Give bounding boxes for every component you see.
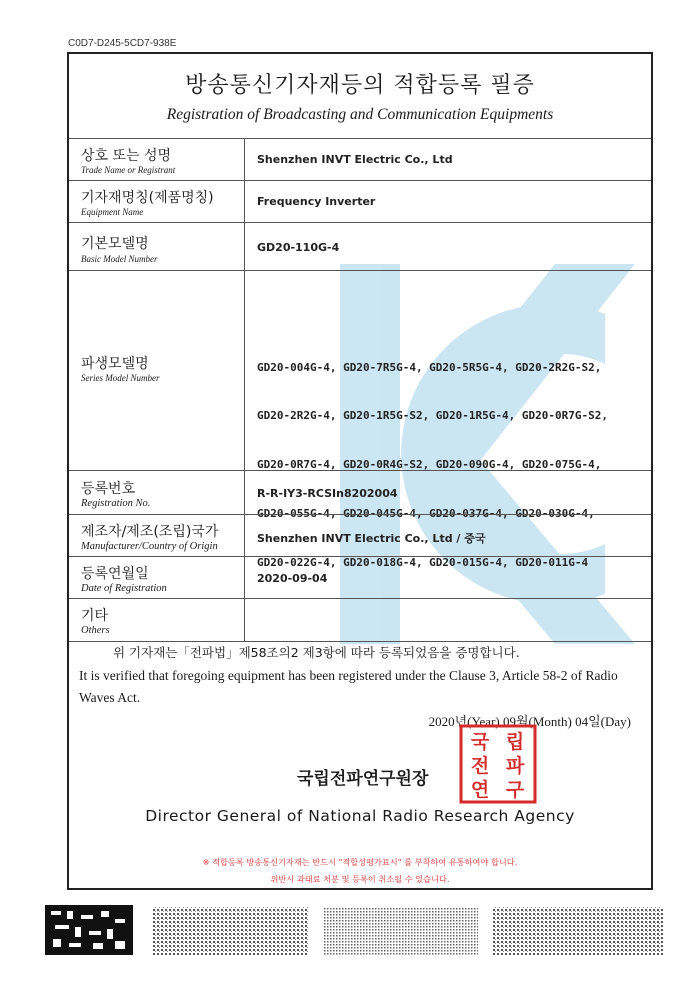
series-model-line: GD20-2R2G-4, GD20-1R5G-S2, GD20-1R5G-4, GD20-0R7G-S2, (257, 409, 608, 423)
value-trade-name: Shenzhen INVT Electric Co., Ltd (257, 153, 453, 166)
agency-name-english: Director General of National Radio Research Agency (145, 807, 575, 825)
svg-text:연: 연 (470, 779, 490, 801)
statement-korean: 위 기자재는「전파법」제58조의2 제3항에 따라 등록되었음을 증명합니다. (113, 645, 520, 660)
series-model-line: GD20-022G-4, GD20-018G-4, GD20-015G-4, GD20-011G-4 (257, 556, 589, 570)
value-equipment-name: Frequency Inverter (257, 195, 376, 208)
label-basic-model-kr: 기본모델명 (81, 236, 149, 252)
certificate-frame (67, 52, 653, 890)
svg-text:전: 전 (470, 755, 490, 777)
series-model-line: GD20-0R7G-4, GD20-0R4G-S2, GD20-090G-4, GD20-075G-4, (257, 458, 602, 472)
label-series-model-en: Series Model Number (81, 373, 160, 383)
notice-line-1: ※ 적합등록 방송통신기자재는 반드시 "적합성평가표시" 를 부착하여 유통하여야 합니다. (202, 857, 518, 867)
notice-line-2: 위반시 과태료 처분 및 등록이 취소될 수 있습니다. (270, 874, 450, 884)
security-barcode-strip-icon (45, 905, 665, 957)
label-manufacturer-en: Manufacturer/Country of Origin (81, 541, 218, 552)
agency-name-korean: 국립전파연구원장 (297, 769, 429, 789)
label-manufacturer-kr: 제조자/제조(조립)국가 (81, 524, 219, 540)
value-basic-model: GD20-110G-4 (257, 241, 340, 254)
label-equipment-name-kr: 기자재명칭(제품명칭) (81, 190, 214, 206)
label-trade-name-en: Trade Name or Registrant (81, 165, 176, 175)
label-others-en: Others (81, 625, 110, 636)
label-date-en: Date of Registration (81, 583, 167, 594)
svg-text:파: 파 (505, 755, 525, 777)
row-others (69, 598, 651, 642)
label-equipment-name-en: Equipment Name (81, 207, 144, 217)
value-manufacturer: Shenzhen INVT Electric Co., Ltd / 중국 (257, 532, 486, 545)
title-korean: 방송통신기자재등의 적합등록 필증 (185, 73, 535, 98)
row-date-of-registration (69, 556, 651, 599)
statement-english: It is verified that foregoing equipment has been registered under the Clause 3, Article 58-2 of Radio Waves Act. (79, 668, 618, 705)
label-registration-no-kr: 등록번호 (81, 481, 136, 497)
svg-text:구: 구 (505, 779, 525, 801)
value-date-of-registration: 2020-09-04 (257, 572, 328, 585)
row-trade-name (69, 138, 651, 181)
title-english: Registration of Broadcasting and Communication Equipments (166, 106, 554, 123)
official-seal-icon (459, 724, 537, 804)
label-series-model-kr: 파생모델명 (81, 356, 149, 372)
label-registration-no-en: Registration No. (81, 498, 151, 509)
value-registration-no: R-R-IY3-RCSIn8202004 (257, 487, 398, 500)
svg-text:립: 립 (505, 731, 525, 753)
issue-date: 2020년(Year) 09월(Month) 04일(Day) (428, 714, 631, 729)
label-others-kr: 기타 (81, 608, 109, 624)
series-model-line: GD20-004G-4, GD20-7R5G-4, GD20-5R5G-4, GD20-2R2G-S2, (257, 360, 602, 374)
row-basic-model (69, 222, 651, 271)
row-manufacturer (69, 514, 651, 557)
series-model-line: GD20-055G-4, GD20-045G-4, GD20-037G-4, GD20-030G-4, (257, 507, 595, 521)
row-equipment-name (69, 180, 651, 223)
label-basic-model-en: Basic Model Number (81, 254, 158, 264)
label-date-kr: 등록연월일 (81, 566, 149, 582)
document-id: C0D7-D245-5CD7-938E (68, 38, 177, 49)
svg-text:국: 국 (470, 731, 490, 753)
row-registration-no (69, 470, 651, 515)
label-trade-name-kr: 상호 또는 성명 (81, 148, 172, 164)
